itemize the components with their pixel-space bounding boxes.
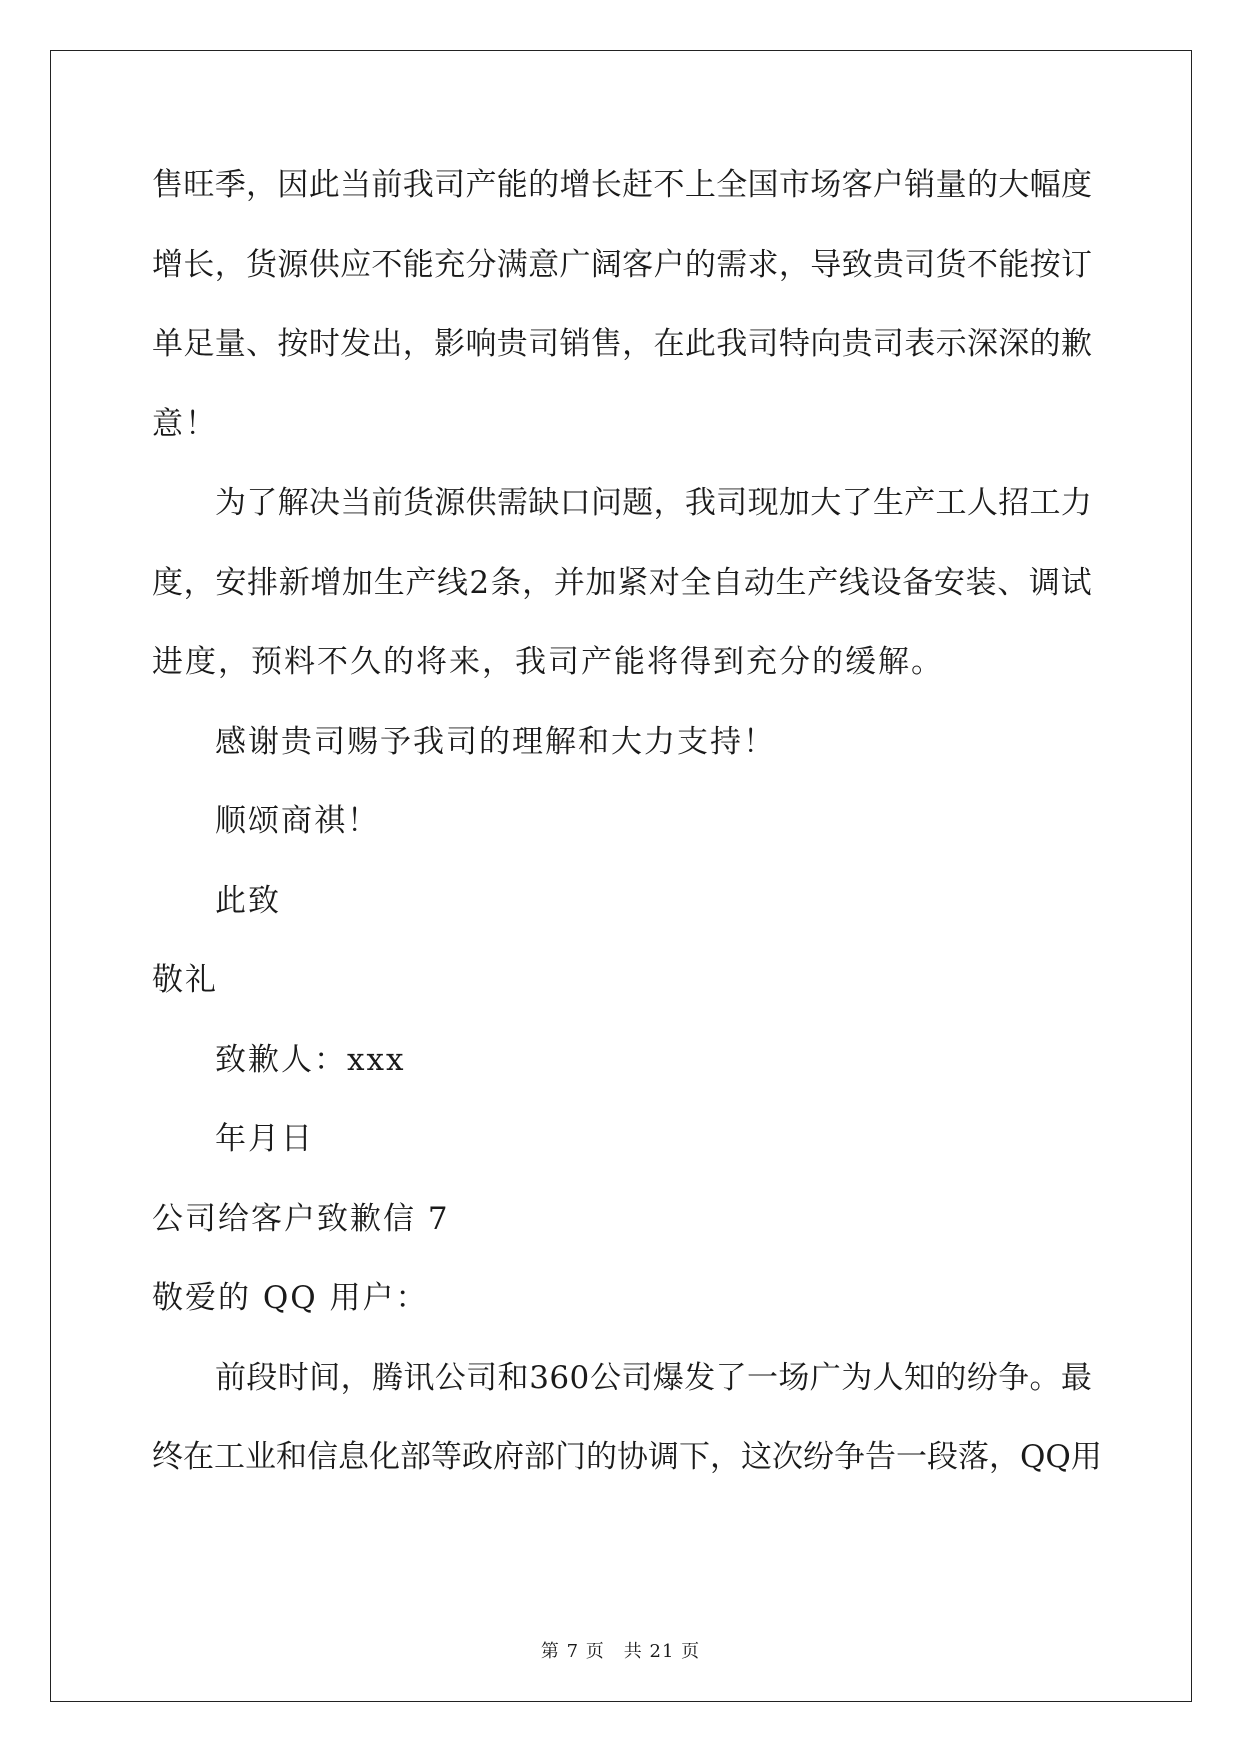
glyph: 产 <box>465 167 497 203</box>
glyph: ， <box>183 564 215 601</box>
glyph: 贵 <box>496 326 528 362</box>
glyph: 司 <box>466 1359 498 1396</box>
glyph: 力 <box>1060 485 1092 521</box>
glyph: 长 <box>183 246 215 283</box>
glyph: 销 <box>559 326 591 362</box>
glyph: 出 <box>371 326 403 362</box>
glyph: 源 <box>434 485 466 521</box>
glyph: 生 <box>775 564 807 601</box>
glyph: 度 <box>152 564 183 601</box>
glyph: 广 <box>809 1359 841 1396</box>
glyph: 等 <box>431 1439 462 1475</box>
salutation-close: 此致 <box>215 882 281 919</box>
glyph: 售 <box>590 326 622 362</box>
glyph: 能 <box>402 246 434 283</box>
glyph: 导 <box>810 246 842 283</box>
text-line <box>152 563 1092 643</box>
glyph: 生 <box>373 564 405 601</box>
text-line <box>152 245 1092 325</box>
glyph: 源 <box>277 246 309 283</box>
glyph: 客 <box>622 246 654 283</box>
glyph: 加 <box>778 485 810 521</box>
glyph: 调 <box>648 1439 679 1475</box>
text-line <box>152 1437 1102 1517</box>
glyph: 大 <box>810 485 842 521</box>
text-line <box>152 324 1092 404</box>
glyph: 求 <box>747 246 779 283</box>
glyph: 场 <box>810 167 842 203</box>
greeting: 敬爱的 QQ 用户： <box>152 1280 429 1316</box>
glyph: 上 <box>684 167 716 203</box>
glyph: 全 <box>680 564 712 601</box>
glyph: 告 <box>865 1439 896 1475</box>
glyph: ， <box>622 326 654 362</box>
glyph: 度 <box>1060 167 1092 203</box>
glyph: 段 <box>246 1359 278 1396</box>
glyph: 一 <box>896 1439 927 1475</box>
glyph: 了 <box>246 485 278 521</box>
glyph: 不 <box>371 246 403 283</box>
glyph: 能 <box>496 167 528 203</box>
glyph: 知 <box>903 1359 935 1396</box>
glyph: 的 <box>966 167 998 203</box>
glyph: 息 <box>338 1439 369 1475</box>
glyph: 按 <box>277 326 309 362</box>
glyph: 司 <box>872 326 904 362</box>
glyph: 的 <box>586 1439 617 1475</box>
glyph: 加 <box>585 564 617 601</box>
glyph: 国 <box>747 167 779 203</box>
glyph: 调 <box>1028 564 1060 601</box>
glyph: 试 <box>1060 564 1092 601</box>
glyph: ， <box>214 246 246 283</box>
glyph: 增 <box>310 564 342 601</box>
glyph: 腾 <box>371 1359 403 1396</box>
glyph: 紧 <box>617 564 649 601</box>
glyph: 题 <box>622 485 654 521</box>
glyph: Q <box>1045 1439 1071 1475</box>
glyph: 为 <box>215 485 246 521</box>
glyph: 动 <box>743 564 775 601</box>
glyph: 终 <box>152 1439 183 1475</box>
glyph: 安 <box>215 564 247 601</box>
glyph: 备 <box>902 564 934 601</box>
glyph: 纷 <box>803 1439 834 1475</box>
glyph: 政 <box>462 1439 493 1475</box>
glyph: Q <box>1020 1439 1046 1475</box>
glyph: 对 <box>648 564 680 601</box>
glyph: 这 <box>741 1439 772 1475</box>
glyph: 长 <box>590 167 622 203</box>
glyph: 的 <box>935 1359 967 1396</box>
glyph: 和 <box>276 1439 307 1475</box>
glyph: 间 <box>309 1359 341 1396</box>
glyph: 表 <box>904 326 936 362</box>
glyph: 应 <box>340 246 372 283</box>
letter-body <box>152 165 1102 1517</box>
glyph: 司 <box>716 485 748 521</box>
glyph: 我 <box>684 485 716 521</box>
glyph: 分 <box>465 246 497 283</box>
glyph: 司 <box>747 326 779 362</box>
glyph: 生 <box>872 485 904 521</box>
glyph: 现 <box>747 485 779 521</box>
glyph: 量 <box>214 326 246 362</box>
glyph: 、 <box>246 326 278 362</box>
glyph: 司 <box>621 1359 653 1396</box>
glyph: 司 <box>434 167 466 203</box>
glyph: 落 <box>958 1439 989 1475</box>
glyph: 广 <box>559 246 591 283</box>
glyph: 协 <box>617 1439 648 1475</box>
text-line: 进度，预料不久的将来，我司产能将得到充分的缓解。 <box>152 644 944 680</box>
glyph: 货 <box>402 485 434 521</box>
glyph: 缺 <box>528 485 560 521</box>
glyph: 0 <box>569 1359 590 1396</box>
glyph: 增 <box>152 246 183 283</box>
glyph: ， <box>340 1359 372 1396</box>
glyph: 的 <box>684 246 716 283</box>
glyph: 在 <box>183 1439 214 1475</box>
text-line: 意！ <box>152 405 218 442</box>
glyph: 加 <box>342 564 374 601</box>
glyph: ， <box>402 326 434 362</box>
glyph: ， <box>778 246 810 283</box>
glyph: ， <box>989 1439 1020 1475</box>
glyph: 需 <box>496 485 528 521</box>
glyph: 需 <box>716 246 748 283</box>
glyph: ， <box>653 485 685 521</box>
glyph: 业 <box>245 1439 276 1475</box>
glyph: 、 <box>997 564 1029 601</box>
glyph: 下 <box>679 1439 710 1475</box>
glyph: 工 <box>1029 485 1061 521</box>
glyph: 我 <box>402 167 434 203</box>
glyph: 特 <box>778 326 810 362</box>
glyph: 招 <box>998 485 1030 521</box>
glyph: 当 <box>340 485 372 521</box>
glyph: 公 <box>434 1359 466 1396</box>
glyph: 此 <box>308 167 340 203</box>
glyph: 新 <box>278 564 310 601</box>
glyph: 纷 <box>966 1359 998 1396</box>
glyph: 歉 <box>1060 326 1092 362</box>
glyph: 影 <box>434 326 466 362</box>
glyph: 自 <box>712 564 744 601</box>
glyph: 公 <box>590 1359 622 1396</box>
glyph: 争 <box>998 1359 1030 1396</box>
glyph: 用 <box>1070 1439 1102 1475</box>
glyph: 人 <box>966 485 998 521</box>
glyph: 发 <box>340 326 372 362</box>
glyph: 工 <box>935 485 967 521</box>
glyph: 供 <box>465 485 497 521</box>
glyph: 不 <box>653 167 685 203</box>
glyph: 爆 <box>652 1359 684 1396</box>
glyph: 线 <box>437 564 469 601</box>
glyph: 并 <box>553 564 585 601</box>
page-number: 第 7 页 共 21 页 <box>540 1641 701 1662</box>
glyph: 销 <box>904 167 936 203</box>
glyph: 因 <box>277 167 309 203</box>
glyph: 讯 <box>403 1359 435 1396</box>
glyph: 排 <box>247 564 279 601</box>
glyph: 争 <box>834 1439 865 1475</box>
glyph: 大 <box>998 167 1030 203</box>
glyph: 部 <box>524 1439 555 1475</box>
glyph: 季 <box>214 167 246 203</box>
glyph: 时 <box>277 1359 309 1396</box>
glyph: 前 <box>215 1359 246 1396</box>
glyph: 不 <box>966 246 998 283</box>
glyph: 信 <box>307 1439 338 1475</box>
glyph: 货 <box>935 246 967 283</box>
glyph: 前 <box>371 167 403 203</box>
glyph: 为 <box>841 1359 873 1396</box>
glyph: 致 <box>841 246 873 283</box>
glyph: 满 <box>496 246 528 283</box>
glyph: 和 <box>497 1359 529 1396</box>
glyph: 向 <box>810 326 842 362</box>
glyph: ， <box>710 1439 741 1475</box>
glyph: 的 <box>528 167 560 203</box>
glyph: 响 <box>465 326 497 362</box>
glyph: 场 <box>778 1359 810 1396</box>
glyph: 条 <box>490 564 522 601</box>
glyph: 当 <box>340 167 372 203</box>
glyph: 客 <box>841 167 873 203</box>
glyph: 产 <box>405 564 437 601</box>
text-line <box>152 165 1092 245</box>
glyph: 司 <box>528 326 560 362</box>
glyph: 发 <box>684 1359 716 1396</box>
glyph: ， <box>246 167 278 203</box>
glyph: 按 <box>1029 246 1061 283</box>
glyph: 我 <box>716 326 748 362</box>
glyph: 的 <box>1029 326 1061 362</box>
glyph: 足 <box>183 326 215 362</box>
glyph: 决 <box>308 485 340 521</box>
glyph: 设 <box>870 564 902 601</box>
glyph: 户 <box>653 246 685 283</box>
glyph: 在 <box>653 326 685 362</box>
text-line: 感谢贵司赐予我司的理解和大力支持！ <box>215 723 776 760</box>
glyph: 门 <box>555 1439 586 1475</box>
glyph: 最 <box>1060 1359 1092 1396</box>
glyph: 此 <box>684 326 716 362</box>
glyph: 赶 <box>622 167 654 203</box>
glyph: 增 <box>559 167 591 203</box>
glyph: 部 <box>400 1439 431 1475</box>
glyph: 产 <box>904 485 936 521</box>
section-title: 公司给客户致歉信 7 <box>152 1200 450 1237</box>
glyph: 深 <box>966 326 998 362</box>
closing-phrase: 顺颂商祺！ <box>215 803 380 839</box>
glyph: 幅 <box>1029 167 1061 203</box>
glyph: 。 <box>1029 1359 1061 1396</box>
glyph: 时 <box>308 326 340 362</box>
glyph: ， <box>522 564 554 601</box>
glyph: 产 <box>807 564 839 601</box>
glyph: 解 <box>277 485 309 521</box>
glyph: 意 <box>528 246 560 283</box>
glyph: 问 <box>590 485 622 521</box>
glyph: 一 <box>747 1359 779 1396</box>
glyph: 段 <box>927 1439 958 1475</box>
glyph: 3 <box>529 1359 550 1396</box>
glyph: 了 <box>841 485 873 521</box>
glyph: 6 <box>549 1359 570 1396</box>
glyph: 供 <box>308 246 340 283</box>
glyph: 户 <box>872 167 904 203</box>
glyph: 次 <box>772 1439 803 1475</box>
glyph: 单 <box>152 326 183 362</box>
glyph: 装 <box>965 564 997 601</box>
glyph: 售 <box>152 167 183 203</box>
glyph: 线 <box>838 564 870 601</box>
glyph: 贵 <box>872 246 904 283</box>
glyph: 府 <box>493 1439 524 1475</box>
glyph: 贵 <box>841 326 873 362</box>
glyph: 市 <box>778 167 810 203</box>
glyph: 人 <box>872 1359 904 1396</box>
glyph: 充 <box>434 246 466 283</box>
glyph: 司 <box>904 246 936 283</box>
glyph: 工 <box>214 1439 245 1475</box>
text-line <box>152 1358 1092 1438</box>
glyph: 能 <box>998 246 1030 283</box>
text-line <box>152 483 1092 563</box>
glyph: 口 <box>559 485 591 521</box>
glyph: 前 <box>371 485 403 521</box>
glyph: 旺 <box>183 167 215 203</box>
glyph: 安 <box>933 564 965 601</box>
glyph: 深 <box>998 326 1030 362</box>
glyph: 全 <box>716 167 748 203</box>
glyph: 化 <box>369 1439 400 1475</box>
glyph: 2 <box>469 564 490 601</box>
glyph: 了 <box>715 1359 747 1396</box>
salutation-regards: 敬礼 <box>152 962 218 998</box>
date: 年月日 <box>215 1121 314 1157</box>
glyph: 量 <box>935 167 967 203</box>
glyph: 阔 <box>590 246 622 283</box>
glyph: 货 <box>246 246 278 283</box>
signature: 致歉人：xxx <box>215 1041 406 1078</box>
glyph: 订 <box>1060 246 1092 283</box>
glyph: 示 <box>935 326 967 362</box>
